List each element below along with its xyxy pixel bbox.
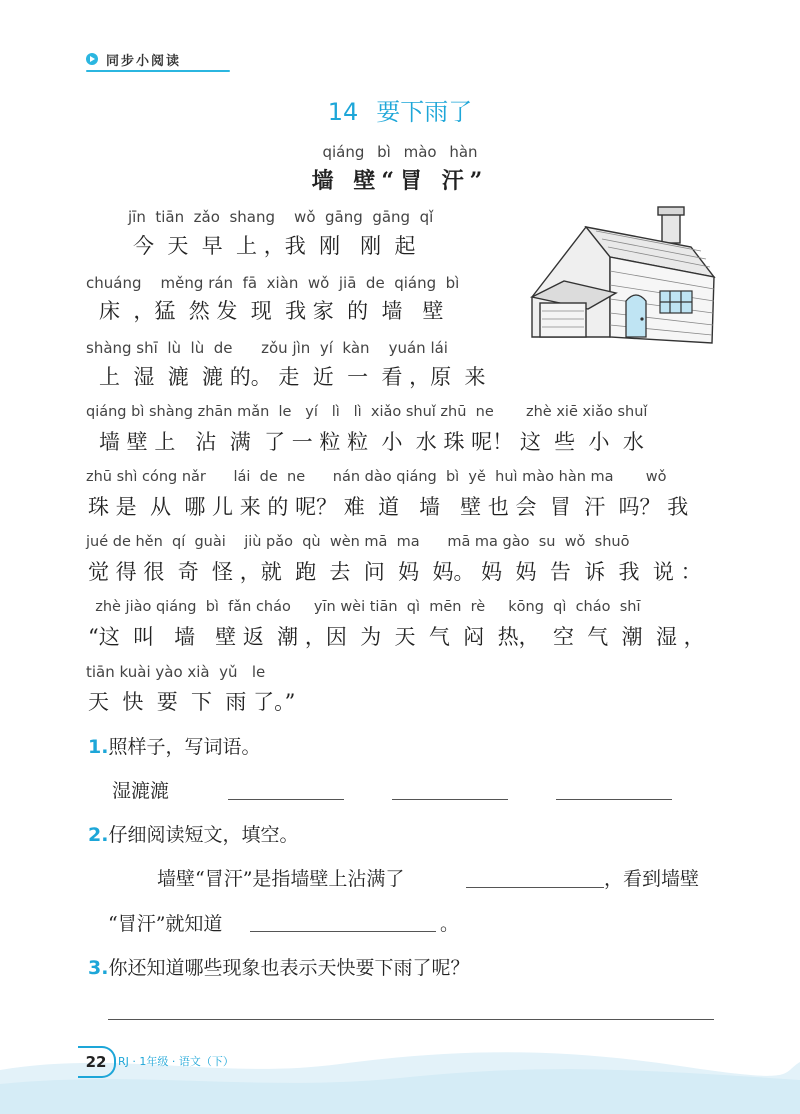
question-2-line1-start: 墙壁“冒汗”是指墙壁上沾满了 — [157, 868, 405, 890]
lesson-title-text: 要下雨了 — [376, 98, 473, 126]
play-circle-icon — [86, 53, 98, 65]
house-illustration — [526, 205, 716, 345]
question-2-text: 仔细阅读短文，填空。 — [108, 824, 299, 846]
passage-text-5: 珠 是 从 哪 儿 来 的 呢？ 难 道 墙 壁 也 会 冒 汗 吗？ 我 — [88, 495, 689, 519]
passage-pinyin-4: qiáng bì shàng zhān mǎn le yí lì lì xiǎo shuǐ zhū ne zhè xiē xiǎo shuǐ — [86, 404, 648, 420]
answer-blank-2a[interactable] — [466, 887, 604, 888]
question-2-number: 2. — [88, 824, 109, 846]
section-header-label: 同步小阅读 — [106, 54, 182, 69]
header-underline — [86, 70, 230, 72]
question-1 — [88, 732, 260, 759]
book-info: RJ · 1年级 · 语文（下） — [118, 1055, 234, 1068]
passage-pinyin-1: jīn tiān zǎo shang wǒ gāng gāng qǐ — [128, 208, 434, 226]
passage-text-1: 今 天 早 上 ，我 刚 刚 起 — [133, 234, 416, 258]
answer-line-3[interactable] — [108, 1019, 714, 1020]
question-1-text: 照样子，写词语。 — [108, 736, 261, 758]
passage-text-2: 床 ，猛 然 发 现 我 家 的 墙 壁 — [99, 299, 444, 323]
lesson-title — [0, 92, 800, 127]
passage-pinyin-6: jué de hěn qí guài jiù pǎo qù wèn mā ma mā ma gào su wǒ shuō — [86, 534, 630, 550]
passage-text-6: 觉 得 很 奇 怪 ，就 跑 去 问 妈 妈。 妈 妈 告 诉 我 说 ： — [88, 560, 702, 584]
passage-text-8: 天 快 要 下 雨 了。” — [88, 690, 296, 714]
question-2-line1-end: ，看到墙壁 — [604, 868, 700, 890]
answer-blank-2b[interactable] — [250, 931, 436, 932]
passage-text-3: 上 湿 漉 漉 的。 走 近 一 看 ，原 来 — [99, 365, 486, 389]
question-2-line2-start: “冒汗”就知道 — [108, 913, 223, 935]
passage-pinyin-7: zhè jiào qiáng bì fǎn cháo yīn wèi tiān qì mēn rè kōng qì cháo shī — [86, 599, 641, 615]
question-3-text: 你还知道哪些现象也表示天快要下雨了呢？ — [108, 957, 470, 979]
answer-blank-1a[interactable] — [228, 799, 344, 800]
passage-pinyin-2: chuáng měng rán fā xiàn wǒ jiā de qiáng bì — [86, 274, 460, 292]
question-3 — [88, 953, 469, 980]
subtitle: 墙 壁“冒 汗” — [311, 168, 489, 194]
passage-text-7: “这 叫 墙 壁 返 潮 ，因 为 天 气 闷 热， 空 气 潮 湿 ， — [88, 625, 705, 649]
lesson-number: 14 — [327, 98, 359, 126]
subtitle-pinyin: qiáng bì mào hàn — [322, 143, 478, 161]
question-2 — [88, 820, 298, 847]
page-number: 22 — [78, 1046, 116, 1078]
question-2-line2-end: 。 — [440, 913, 460, 935]
question-3-number: 3. — [88, 957, 109, 979]
answer-blank-1b[interactable] — [392, 799, 508, 800]
passage-pinyin-8: tiān kuài yào xià yǔ le — [86, 663, 266, 681]
passage-text-4: 墙 壁 上 沾 满 了 一 粒 粒 小 水 珠 呢！ 这 些 小 水 — [99, 430, 644, 454]
answer-blank-1c[interactable] — [556, 799, 672, 800]
question-1-number: 1. — [88, 736, 109, 758]
footer-wave — [0, 1040, 800, 1114]
section-header — [86, 50, 236, 76]
question-1-example: 湿漉漉 — [112, 780, 170, 802]
passage-pinyin-5: zhū shì cóng nǎr lái de ne nán dào qiáng bì yě huì mào hàn ma wǒ — [86, 469, 667, 485]
passage-pinyin-3: shàng shī lù lù de zǒu jìn yí kàn yuán lái — [86, 339, 448, 357]
